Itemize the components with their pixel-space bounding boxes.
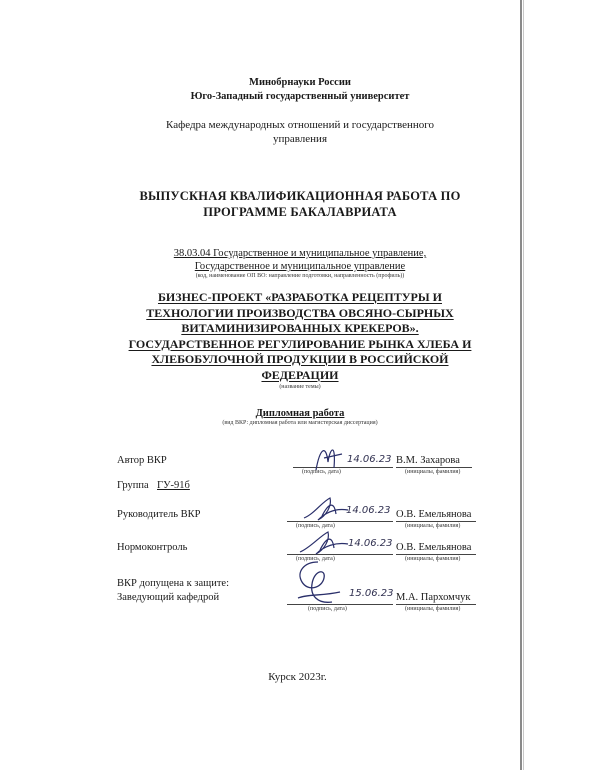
topic-line: ХЛЕБОБУЛОЧНОЙ ПРОДУКЦИИ В РОССИЙСКОЙ [151,352,449,366]
specialty-caption: (код, наименование ОП ВО: направление подготовки, направленность (профиль)) [195,273,405,279]
department-line: Кафедра международных отношений и государственного [166,119,434,131]
name-line [396,467,472,468]
sig-date-caption: (подпись, дата) [308,606,347,612]
city-year: Курск 2023г. [268,671,327,683]
author-signature [310,440,350,474]
head-label: Заведующий кафедрой [117,592,220,603]
supervisor-name: О.В. Емельянова [396,509,472,520]
university-name: Юго-Западный государственный университет [190,91,410,102]
initials-caption: (инициалы, фамилия) [405,556,461,562]
head-signature [288,558,346,608]
normcontrol-date: 14.06.23 [348,538,393,549]
document-title [60,188,540,220]
topic-line: ГОСУДАРСТВЕННОЕ РЕГУЛИРОВАНИЕ РЫНКА ХЛЕБА И [128,336,472,351]
normcontrol-label: Нормоконтроль [117,542,188,553]
department-block [60,118,540,146]
thesis-topic [60,290,540,383]
head-name: М.А. Пархомчук [396,592,471,603]
topic-line: ВИТАМИНИЗИРОВАННЫХ КРЕКЕРОВ». [181,321,419,335]
department-line: управления [272,133,328,145]
initials-caption: (инициалы, фамилия) [405,606,461,612]
name-line [396,604,476,605]
topic-line: ТЕХНОЛОГИИ ПРОИЗВОДСТВА ОВСЯНО-СЫРНЫХ [146,305,454,320]
ministry-name: Минобрнауки России [249,77,351,88]
group-label: Группа [117,480,149,491]
initials-caption: (инициалы, фамилия) [405,523,461,529]
work-type-block [60,408,540,427]
name-line [396,554,476,555]
supervisor-date: 14.06.23 [346,505,391,516]
sig-date-caption: (подпись, дата) [296,523,335,529]
head-date: 15.06.23 [349,588,394,599]
author-label: Автор ВКР [117,455,167,466]
author-date: 14.06.23 [347,454,392,465]
specialty-line: Государственное и муниципальное управление [194,261,406,272]
topic-caption: (название темы) [279,384,321,390]
specialty-block [60,247,540,280]
topic-line: ФЕДЕРАЦИИ [261,367,339,382]
supervisor-signature [300,492,352,526]
title-line: ВЫПУСКНАЯ КВАЛИФИКАЦИОННАЯ РАБОТА ПО [139,189,461,203]
admitted-label: ВКР допущена к защите: [117,578,229,589]
name-line [396,521,476,522]
sig-date-caption: (подпись, дата) [296,556,335,562]
work-type-title: Дипломная работа [255,408,345,419]
sig-date-caption: (подпись, дата) [302,469,341,475]
author-name: В.М. Захарова [396,455,460,466]
supervisor-label: Руководитель ВКР [117,509,201,520]
normcontrol-name: О.В. Емельянова [396,542,472,553]
normcontrol-signature [296,526,352,560]
initials-caption: (инициалы, фамилия) [405,469,461,475]
specialty-line: 38.03.04 Государственное и муниципальное управление, [173,248,427,259]
topic-line: БИЗНЕС-ПРОЕКТ «РАЗРАБОТКА РЕЦЕПТУРЫ И [157,290,442,304]
title-line: ПРОГРАММЕ БАКАЛАВРИАТА [203,205,397,219]
ministry-header [60,76,540,104]
work-type-caption: (вид ВКР: дипломная работа или магистерская диссертация) [222,420,378,426]
group-value: ГУ-91б [157,480,190,491]
